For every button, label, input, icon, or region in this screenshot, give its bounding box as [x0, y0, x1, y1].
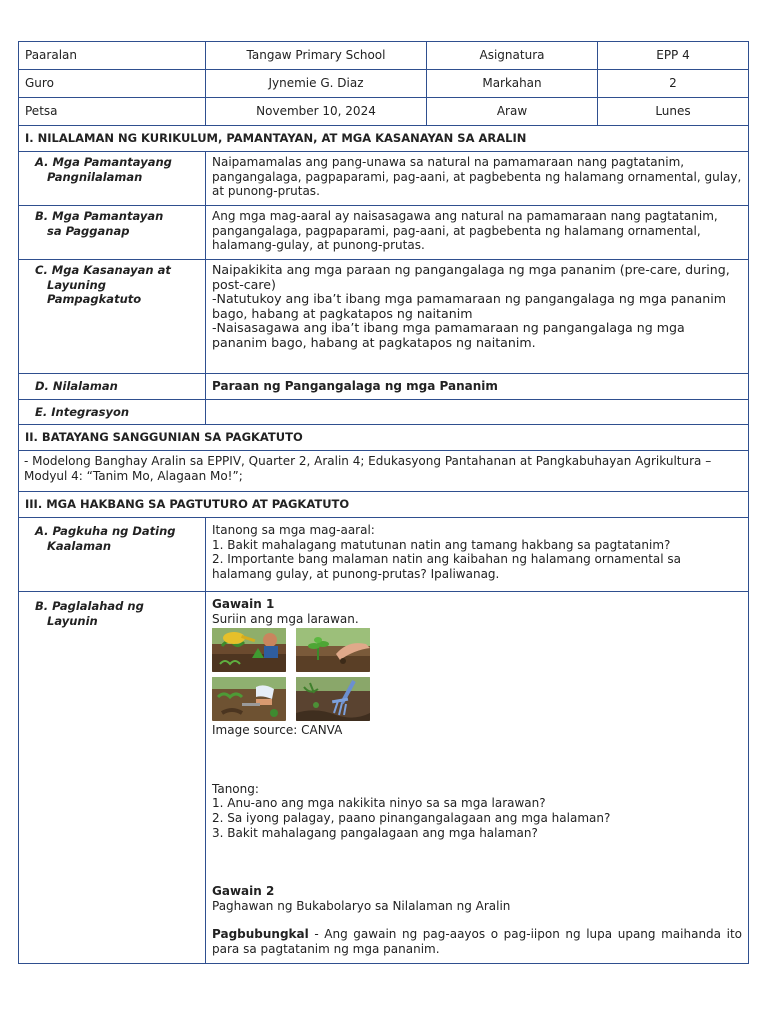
prior-knowledge-label: A. Pagkuha ng Dating Kaalaman [19, 518, 206, 592]
teacher-label: Guro [19, 70, 206, 98]
gawain-2-title: Gawain 2 [212, 884, 275, 899]
section-2-heading-row [19, 425, 749, 451]
row-content-standards [19, 152, 749, 206]
gawain-2-instruction: Paghawan ng Bukabolaryo sa Nilalaman ng Aralin [212, 898, 511, 913]
content-standards-label: A. Mga Pamantayang Pangnilalaman [19, 152, 206, 206]
teacher-value: Jynemie G. Diaz [206, 70, 427, 98]
section-1-title: I. NILALAMAN NG KURIKULUM, PAMANTAYAN, AT MGA KASANAYAN SA ARALIN [19, 126, 749, 152]
header-row-school [19, 42, 749, 70]
subject-value: EPP 4 [598, 42, 749, 70]
performance-standards-text: Ang mga mag-aaral ay naisasagawa ang natural na pamamaraan nang pagtatanim, pangangalaga, pagpaparami, pag-aani, at pagbebenta ng halamang ornamental, halamang-gulay, at punong-prutas. [206, 206, 749, 260]
image-source: Image source: CANVA [212, 723, 343, 738]
questions-label: Tanong: [212, 781, 259, 796]
row-presenting-objectives [19, 592, 749, 964]
performance-standards-label: B. Mga Pamantayan sa Pagganap [19, 206, 206, 260]
row-learning-competencies [19, 260, 749, 374]
image-grid [212, 628, 742, 721]
row-references [19, 451, 749, 492]
content-standards-text: Naipamamalas ang pang-unawa sa natural na pamamaraan nang pagtatanim, pangangalaga, pagpaparami, pag-aani, at pagbebenta ng halamang ornamental, gulay, at punong-prutas. [206, 152, 749, 206]
spacer-2 [212, 840, 742, 884]
row-integration [19, 400, 749, 425]
day-label: Araw [427, 98, 598, 126]
vocabulary-term-definition: - Ang gawain ng pag-aayos o pag-iipon ng lupa upang maihanda ito para sa pagtatanim ng mga pananim. [212, 927, 742, 956]
integration-text [206, 400, 749, 425]
row-prior-knowledge [19, 518, 749, 592]
garden-fork-image [296, 677, 370, 721]
date-label: Petsa [19, 98, 206, 126]
gawain-1-instruction: Suriin ang mga larawan. [212, 611, 359, 626]
lesson-plan [18, 41, 748, 964]
day-value: Lunes [598, 98, 749, 126]
prior-knowledge-text: Itanong sa mga mag-aaral: 1. Bakit mahalagang matutunan natin ang tamang hakbang sa pagtatanim? 2. Importante bang malaman natin ang kaibahan ng halamang ornamental sa halamang gulay, at punong-prutas? Ipaliwanag. [206, 518, 749, 592]
row-content [19, 374, 749, 400]
integration-label: E. Integrasyon [19, 400, 206, 425]
learning-competencies-label: C. Mga Kasanayan at Layuning Pampagkatuto [19, 260, 206, 374]
school-value: Tangaw Primary School [206, 42, 427, 70]
school-label: Paaralan [19, 42, 206, 70]
content-label: D. Nilalaman [19, 374, 206, 400]
spacer-1 [212, 738, 742, 782]
learning-competencies-text: Naipakikita ang mga paraan ng pangangalaga ng mga pananim (pre-care, during, post-care) -Natutukoy ang iba’t ibang mga pamamaraan ng pangangalaga ng mga pananim bago, habang at pagkatapos ng naitanim -Naisasagawa ang iba’t ibang mga pamamaraan ng pangangalaga ng mga pananim bago, habang at pagkatapos ng naitanim. [206, 260, 749, 374]
question-2: 2. Sa iyong palagay, paano pinangangalagaan ang mga halaman? [212, 810, 611, 825]
vocabulary-term: Pagbubungkal [212, 927, 309, 942]
presenting-objectives-label: B. Paglalahad ng Layunin [19, 592, 206, 964]
watering-plants-image [212, 628, 286, 672]
row-performance-standards [19, 206, 749, 260]
quarter-value: 2 [598, 70, 749, 98]
presenting-objectives-content [206, 592, 749, 964]
lesson-plan-table [18, 41, 749, 964]
content-text: Paraan ng Pangangalaga ng mga Pananim [206, 374, 749, 400]
section-3-heading-row [19, 492, 749, 518]
subject-label: Asignatura [427, 42, 598, 70]
date-value: November 10, 2024 [206, 98, 427, 126]
section-3-title: III. MGA HAKBANG SA PAGTUTURO AT PAGKATUTO [19, 492, 749, 518]
vocabulary-definition [212, 927, 742, 956]
question-1: 1. Anu-ano ang mga nakikita ninyo sa sa mga larawan? [212, 796, 546, 811]
section-2-title: II. BATAYANG SANGGUNIAN SA PAGKATUTO [19, 425, 749, 451]
gawain-1-title: Gawain 1 [212, 597, 275, 611]
question-3: 3. Bakit mahalagang pangalagaan ang mga halaman? [212, 825, 538, 840]
header-row-date [19, 98, 749, 126]
spacer-3 [212, 913, 742, 927]
section-1-heading-row [19, 126, 749, 152]
references-text: - Modelong Banghay Aralin sa EPPIV, Quarter 2, Aralin 4; Edukasyong Pantahanan at Pangkabuhayan Agrikultura – Modyul 4: “Tanim Mo, Alagaan Mo!”; [19, 451, 749, 492]
tending-soil-image [212, 677, 286, 721]
planting-seedling-image [296, 628, 370, 672]
quarter-label: Markahan [427, 70, 598, 98]
header-row-teacher [19, 70, 749, 98]
